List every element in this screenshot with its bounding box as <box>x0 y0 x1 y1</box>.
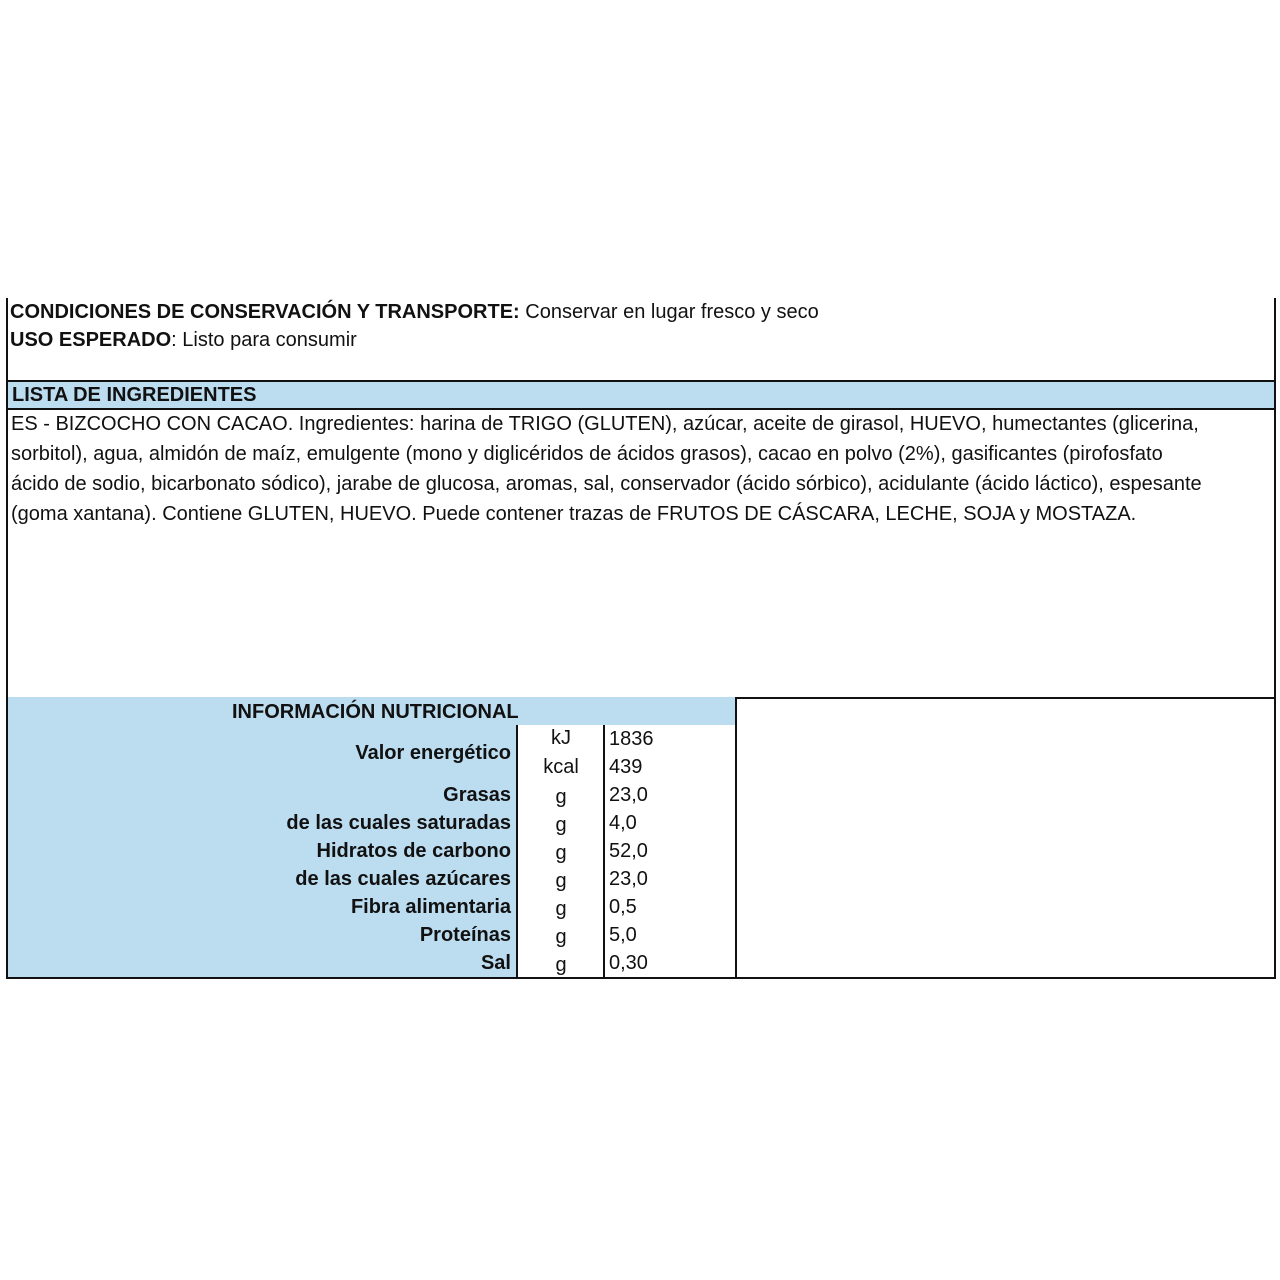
nutrition-label: Fibra alimentaria <box>350 896 511 918</box>
intended-use-label: USO ESPERADO <box>10 329 172 351</box>
ingredients-line: ácido de sodio, bicarbonato sódico), jarabe de glucosa, aromas, sal, conservador (ácido sórbico), acidulante (ácido láctico), espesante <box>11 473 1202 495</box>
ingredients-line: (goma xantana). Contiene GLUTEN, HUEVO. Puede contener trazas de FRUTOS DE CÁSCARA, LECHE, SOJA y MOSTAZA. <box>11 503 1137 525</box>
nutrition-value: 23,0 <box>609 868 648 890</box>
nutrition-value: 52,0 <box>609 840 648 862</box>
intended-use-line <box>10 328 357 352</box>
ingredients-line: sorbitol), agua, almidón de maíz, emulgente (mono y diglicéridos de ácidos grasos), cacao en polvo (2%), gasificantes (pirofosfato <box>11 443 1163 465</box>
energy-label: Valor energético <box>355 742 511 764</box>
nutrition-value: 23,0 <box>609 784 648 806</box>
nutrition-label: Hidratos de carbono <box>316 840 511 862</box>
nutrition-unit: g <box>555 842 567 864</box>
nutrition-unit: g <box>555 954 567 976</box>
nutrition-unit: g <box>555 870 567 892</box>
nutrition-unit: g <box>555 926 567 948</box>
nutrition-title-band <box>516 697 736 725</box>
intended-use-value: : Listo para consumir <box>171 329 357 351</box>
nutrition-unit: g <box>555 786 567 808</box>
nutrition-value: 439 <box>609 756 643 778</box>
conservation-value: Conservar en lugar fresco y seco <box>525 301 819 323</box>
column-divider <box>735 697 737 977</box>
nutrition-value: 1836 <box>609 728 654 750</box>
nutrition-unit: g <box>555 898 567 920</box>
nutrition-label: Sal <box>480 952 511 974</box>
conservation-line <box>10 300 819 324</box>
nutrition-label: Grasas <box>443 784 511 806</box>
nutrition-label: de las cuales azúcares <box>295 868 511 890</box>
nutrition-value: 0,30 <box>609 952 648 974</box>
conservation-label: CONDICIONES DE CONSERVACIÓN Y TRANSPORTE: <box>10 301 520 323</box>
nutrition-label: de las cuales saturadas <box>286 812 511 834</box>
nutrition-value: 5,0 <box>609 924 637 946</box>
nutrition-unit: kcal <box>543 756 579 778</box>
ingredients-line: ES - BIZCOCHO CON CACAO. Ingredientes: harina de TRIGO (GLUTEN), azúcar, aceite de girasol, HUEVO, humectantes (glicerina, <box>11 413 1199 435</box>
nutrition-value: 4,0 <box>609 812 637 834</box>
nutrition-label: Proteínas <box>419 924 511 946</box>
nutrition-unit: kJ <box>551 727 571 749</box>
nutrition-title: INFORMACIÓN NUTRICIONAL <box>232 701 519 723</box>
ingredients-header: LISTA DE INGREDIENTES <box>6 380 1276 410</box>
nutrition-unit: g <box>555 814 567 836</box>
nutrition-value: 0,5 <box>609 896 637 918</box>
